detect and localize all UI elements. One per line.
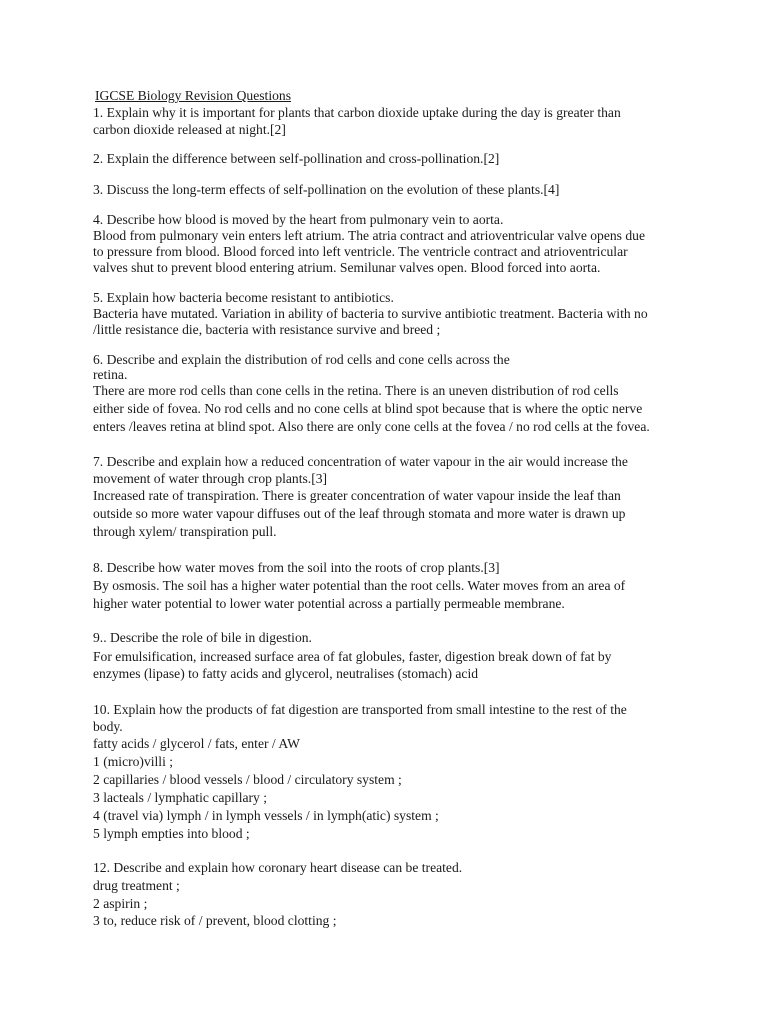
question-7-line-4: outside so more water vapour diffuses out of the leaf through stomata and more water is drawn up [93, 506, 626, 521]
question-10-line-3: fatty acids / glycerol / fats, enter / AW [93, 736, 300, 751]
question-10-line-8: 5 lymph empties into blood ; [93, 826, 250, 841]
question-5-line-1: 5. Explain how bacteria become resistant to antibiotics. [93, 290, 394, 305]
question-10-line-4: 1 (micro)villi ; [93, 754, 174, 769]
question-6-line-2: retina. [93, 367, 128, 382]
question-10-line-5: 2 capillaries / blood vessels / blood / circulatory system ; [93, 772, 402, 787]
question-12-line-4: 3 to, reduce risk of / prevent, blood clotting ; [93, 913, 337, 928]
question-3-line-1: 3. Discuss the long-term effects of self-pollination on the evolution of these plants.[4] [93, 182, 560, 197]
question-6-line-5: enters /leaves retina at blind spot. Also there are only cone cells at the fovea / no rod cells at the fovea. [93, 419, 650, 434]
question-8-line-2: By osmosis. The soil has a higher water potential than the root cells. Water moves from an area of [93, 578, 626, 593]
question-10-line-1: 10. Explain how the products of fat digestion are transported from small intestine to the rest of the [93, 702, 627, 717]
question-4-line-4: valves shut to prevent blood entering atrium. Semilunar valves open. Blood forced into aorta. [93, 260, 601, 275]
question-6-line-3: There are more rod cells than cone cells in the retina. There is an uneven distribution of rod cells [93, 383, 619, 398]
question-1-line-1: 1. Explain why it is important for plants that carbon dioxide uptake during the day is greater than [93, 105, 621, 120]
question-7-line-5: through xylem/ transpiration pull. [93, 524, 277, 539]
question-7-line-1: 7. Describe and explain how a reduced concentration of water vapour in the air would increase the [93, 454, 628, 469]
question-2-line-1: 2. Explain the difference between self-pollination and cross-pollination.[2] [93, 151, 500, 166]
question-6-line-1: 6. Describe and explain the distribution of rod cells and cone cells across the [93, 352, 510, 367]
question-12-line-2: drug treatment ; [93, 878, 180, 893]
question-4-line-2: Blood from pulmonary vein enters left atrium. The atria contract and atrioventricular valve opens due [93, 228, 645, 243]
question-9-line-3: enzymes (lipase) to fatty acids and glycerol, neutralises (stomach) acid [93, 666, 479, 681]
question-1-line-2: carbon dioxide released at night.[2] [93, 122, 286, 137]
question-7-line-3: Increased rate of transpiration. There is greater concentration of water vapour inside the leaf than [93, 488, 621, 503]
question-4-line-1: 4. Describe how blood is moved by the heart from pulmonary vein to aorta. [93, 212, 504, 227]
question-8-line-1: 8. Describe how water moves from the soil into the roots of crop plants.[3] [93, 560, 500, 575]
question-12-line-3: 2 aspirin ; [93, 896, 148, 911]
question-6-line-4: either side of fovea. No rod cells and no cone cells at blind spot because that is where the optic nerve [93, 401, 643, 416]
question-10-line-7: 4 (travel via) lymph / in lymph vessels / in lymph(atic) system ; [93, 808, 439, 823]
question-4-line-3: to pressure from blood. Blood forced into left ventricle. The ventricle contract and atrioventricular [93, 244, 628, 259]
question-5-line-2: Bacteria have mutated. Variation in ability of bacteria to survive antibiotic treatment. Bacteria with no [93, 306, 648, 321]
question-8-line-3: higher water potential to lower water potential across a partially permeable membrane. [93, 596, 565, 611]
question-7-line-2: movement of water through crop plants.[3] [93, 471, 328, 486]
question-10-line-6: 3 lacteals / lymphatic capillary ; [93, 790, 268, 805]
question-10-line-2: body. [93, 719, 123, 734]
question-5-line-3: /little resistance die, bacteria with resistance survive and breed ; [93, 322, 441, 337]
document-title: IGCSE Biology Revision Questions [95, 88, 291, 103]
question-12-line-1: 12. Describe and explain how coronary heart disease can be treated. [93, 860, 463, 875]
question-9-line-2: For emulsification, increased surface area of fat globules, faster, digestion break down of fat by [93, 649, 612, 664]
question-9-line-1: 9.. Describe the role of bile in digestion. [93, 630, 312, 645]
